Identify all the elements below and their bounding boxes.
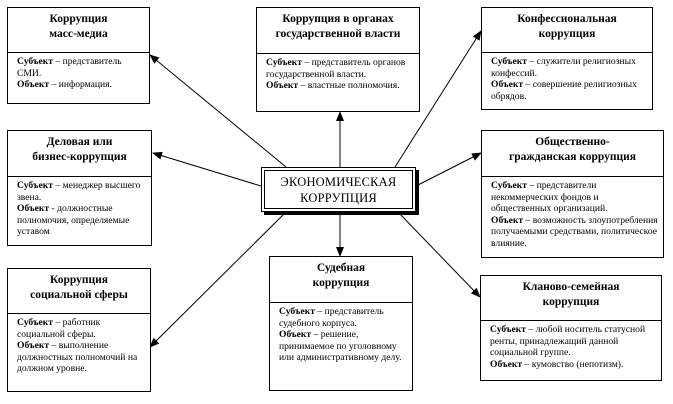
object-text: – выполнение должностных полномочий на должном уровне. xyxy=(17,340,138,375)
box-social xyxy=(7,268,151,392)
box-business xyxy=(7,130,152,246)
box-civil xyxy=(481,130,664,258)
box-title: Кланово-семейная коррупция xyxy=(481,276,661,321)
box-body xyxy=(8,177,151,238)
subject-text: – представитель органов государственной власти. xyxy=(266,57,406,80)
box-title: Общественно- гражданская коррупция xyxy=(482,131,663,177)
box-title: Коррупция в органах государственной власти xyxy=(257,8,419,54)
center-title-line1: ЭКОНОМИЧЕСКАЯ xyxy=(280,175,397,189)
subject-text: – менеджер высшего звена. xyxy=(17,180,141,203)
subject-label: Субъект xyxy=(491,56,528,67)
box-mass-media xyxy=(7,7,150,104)
subject-label: Субъект xyxy=(17,180,54,191)
object-text: - должностные полномочия, определяемые уставом xyxy=(17,203,130,238)
subject-text: – работник социальной сферы. xyxy=(17,317,101,340)
object-label: Объект xyxy=(491,214,524,226)
subject-label: Субъект xyxy=(490,324,527,335)
box-clan xyxy=(480,275,662,381)
subject-text: – представитель СМИ. xyxy=(17,56,122,79)
box-title: Судебная коррупция xyxy=(270,257,412,303)
subject-text: – любой носитель статусной ренты, принадлежащий данной социальной группе. xyxy=(490,324,646,359)
box-title: Коррупция социальной сферы xyxy=(8,269,150,314)
subject-text: – представитель судебного корпуса. xyxy=(279,306,384,329)
object-text: – возможность злоупотребления получаемыми средствами, политическое влияние. xyxy=(491,214,658,249)
subject-text: – служители религиозных конфессий. xyxy=(491,56,636,79)
subject-label: Субъект xyxy=(491,180,528,191)
box-body xyxy=(270,303,412,364)
box-body xyxy=(8,53,149,91)
object-text: – властные полномочия. xyxy=(298,80,400,92)
box-body xyxy=(481,321,661,370)
box-body xyxy=(8,314,150,375)
box-state xyxy=(256,7,420,112)
object-label: Объект xyxy=(491,79,524,91)
subject-label: Субъект xyxy=(17,56,54,67)
box-title: Конфессиональная коррупция xyxy=(482,8,652,53)
subject-label: Субъект xyxy=(279,306,316,317)
object-label: Объект xyxy=(17,340,50,352)
arrow-to-civil xyxy=(416,153,481,186)
arrow-to-social xyxy=(150,212,286,347)
box-judicial xyxy=(269,256,413,391)
object-text: – совершение религиозных обрядов. xyxy=(491,79,637,102)
box-confessional xyxy=(481,7,653,110)
box-title: Коррупция масс-медиа xyxy=(8,8,149,53)
object-label: Объект xyxy=(279,329,312,341)
box-title: Деловая или бизнес-коррупция xyxy=(8,131,151,177)
center-title-line2: КОРРУПЦИЯ xyxy=(300,191,377,205)
object-label: Объект xyxy=(266,80,299,92)
object-label: Объект xyxy=(490,358,523,370)
object-text: – информация. xyxy=(49,79,112,91)
object-label: Объект xyxy=(17,79,50,91)
arrow-to-business xyxy=(153,153,261,186)
subject-label: Субъект xyxy=(266,57,303,68)
object-text: – кумовство (непотизм). xyxy=(522,358,624,370)
object-text: – решение, принимаемое по уголовному или административному делу. xyxy=(279,329,402,364)
box-body xyxy=(257,54,419,92)
box-body xyxy=(482,53,652,102)
subject-label: Субъект xyxy=(17,317,54,328)
box-body xyxy=(482,177,663,257)
object-label: Объект xyxy=(17,203,50,215)
center-box-economic-corruption xyxy=(261,167,416,212)
subject-text: – представители некоммерческих фондов и общественных организаций. xyxy=(491,180,608,215)
